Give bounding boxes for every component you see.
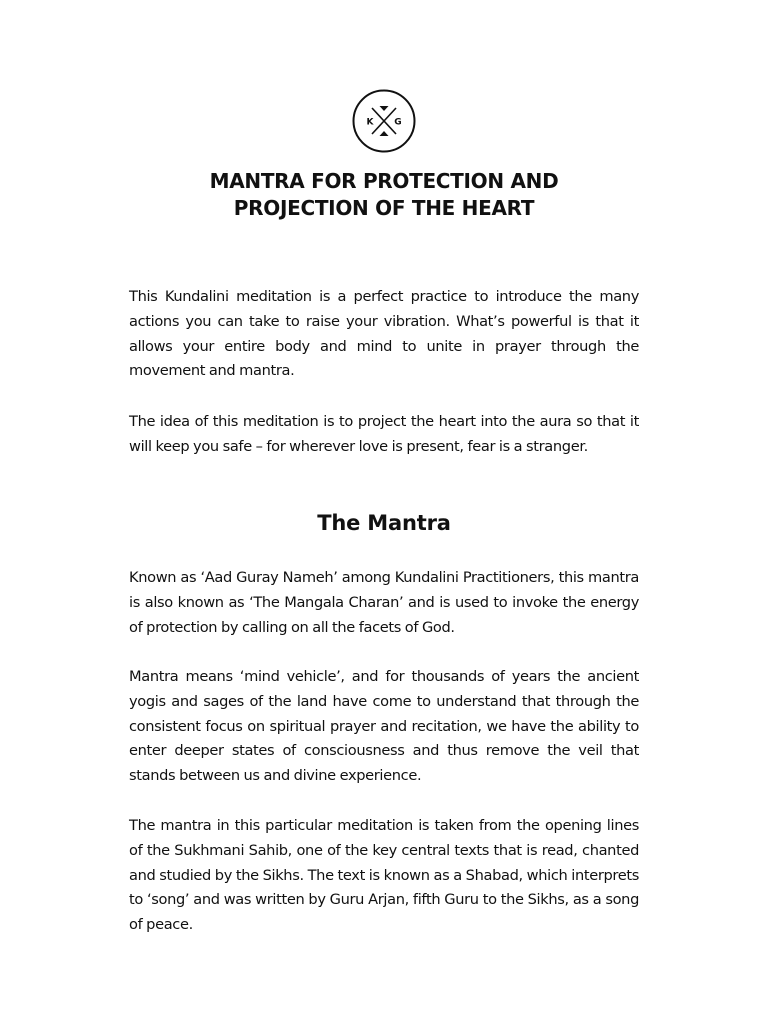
page-title-line-1: MANTRA FOR PROTECTION AND [209,169,559,193]
page-title [120,168,648,222]
section-paragraph-2: Mantra means ‘mind vehicle’, and for thousands of years the ancient yogis and sages of the land have come to understand that through the consistent focus on spiritual prayer and recitation, we have the ability to enter deeper states of consciousness and thus remove the veil that stands between us and divine experience. [129,668,639,785]
intro-paragraph-1: This Kundalini meditation is a perfect practice to introduce the many actions you can take to raise your vibration. What’s powerful is that it allows your entire body and mind to unite in prayer through the movement and mantra. [129,288,639,380]
logo-letter-g: G [394,117,402,128]
kg-logo [352,89,416,153]
section-heading: The Mantra [317,511,451,535]
section-paragraph-3: The mantra in this particular meditation is taken from the opening lines of the Sukhmani Sahib, one of the key central texts that is read, chanted and studied by the Sikhs. The text is known as a Shabad, which interprets to ‘song’ and was written by Guru Arjan, fifth Guru to the Sikhs, as a song of peace. [129,817,639,934]
intro-paragraph-2: The idea of this meditation is to project the heart into the aura so that it will keep you safe – for wherever love is present, fear is a stranger. [129,413,639,455]
logo-letter-k: K [366,117,374,128]
page-title-line-2: PROJECTION OF THE HEART [233,196,535,220]
section-paragraph-1: Known as ‘Aad Guray Nameh’ among Kundalini Practitioners, this mantra is also known as ‘The Mangala Charan’ and is used to invoke the energy of protection by calling on all the facets of God. [129,569,639,636]
